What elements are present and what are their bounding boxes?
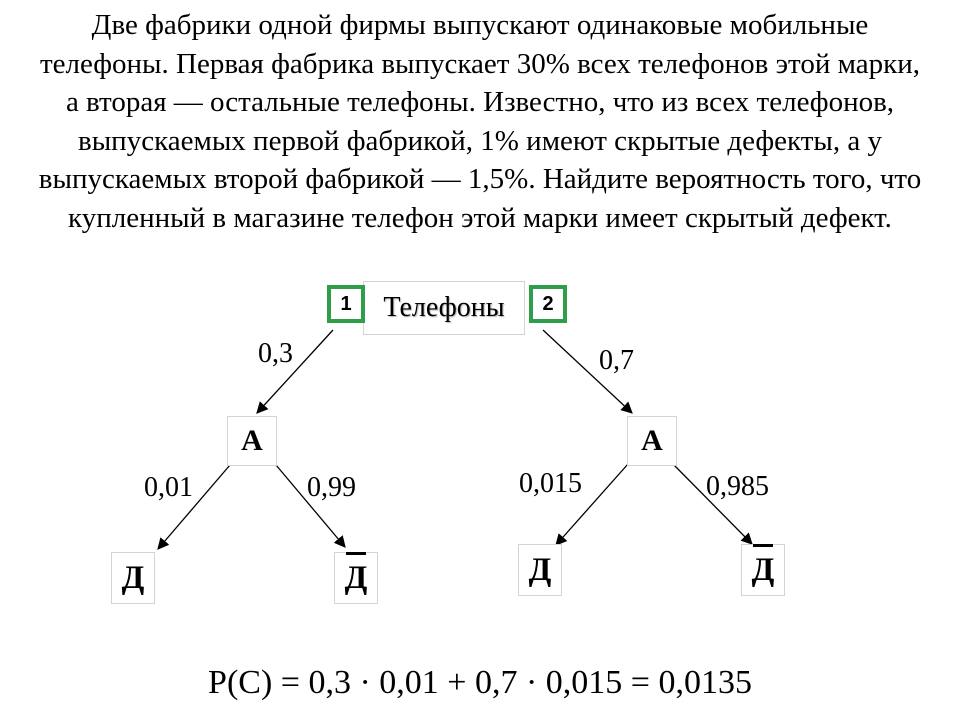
badge-factory-2: 2 — [529, 285, 567, 323]
prob-right-defect: 0,015 — [519, 468, 582, 499]
node-right-a: A — [627, 416, 677, 466]
badge-factory-1: 1 — [327, 285, 365, 323]
prob-left-defect: 0,01 — [144, 472, 193, 503]
node-left-no-defect — [334, 552, 378, 604]
problem-text: Две фабрики одной фирмы выпускают одинаковые мобильные телефоны. Первая фабрика выпускает 30% всех телефонов этой марки, а вторая — остальные телефоны. Известно, что из всех телефонов, выпускаемых первой фабрикой, 1% имеют скрытые дефекты, а у выпускаемых второй фабрикой — 1,5%. Найдите вероятность того, что купленный в магазине телефон этой марки имеет скрытый дефект. — [38, 9, 922, 234]
prob-right-ok: 0,985 — [706, 471, 769, 502]
node-right-no-defect — [741, 544, 785, 596]
root-node: Телефоны — [363, 281, 525, 335]
node-left-defect: Д — [111, 552, 155, 604]
overline-label: Д — [751, 551, 775, 588]
overline-label: Д — [344, 559, 368, 596]
prob-right-branch: 0,7 — [599, 345, 634, 376]
prob-left-ok: 0,99 — [307, 472, 356, 503]
node-left-a: A — [227, 416, 277, 466]
node-right-defect: Д — [518, 544, 562, 596]
prob-left-branch: 0,3 — [258, 338, 293, 369]
total-probability-formula: P(C) = 0,3 · 0,01 + 0,7 · 0,015 = 0,0135 — [208, 664, 752, 701]
